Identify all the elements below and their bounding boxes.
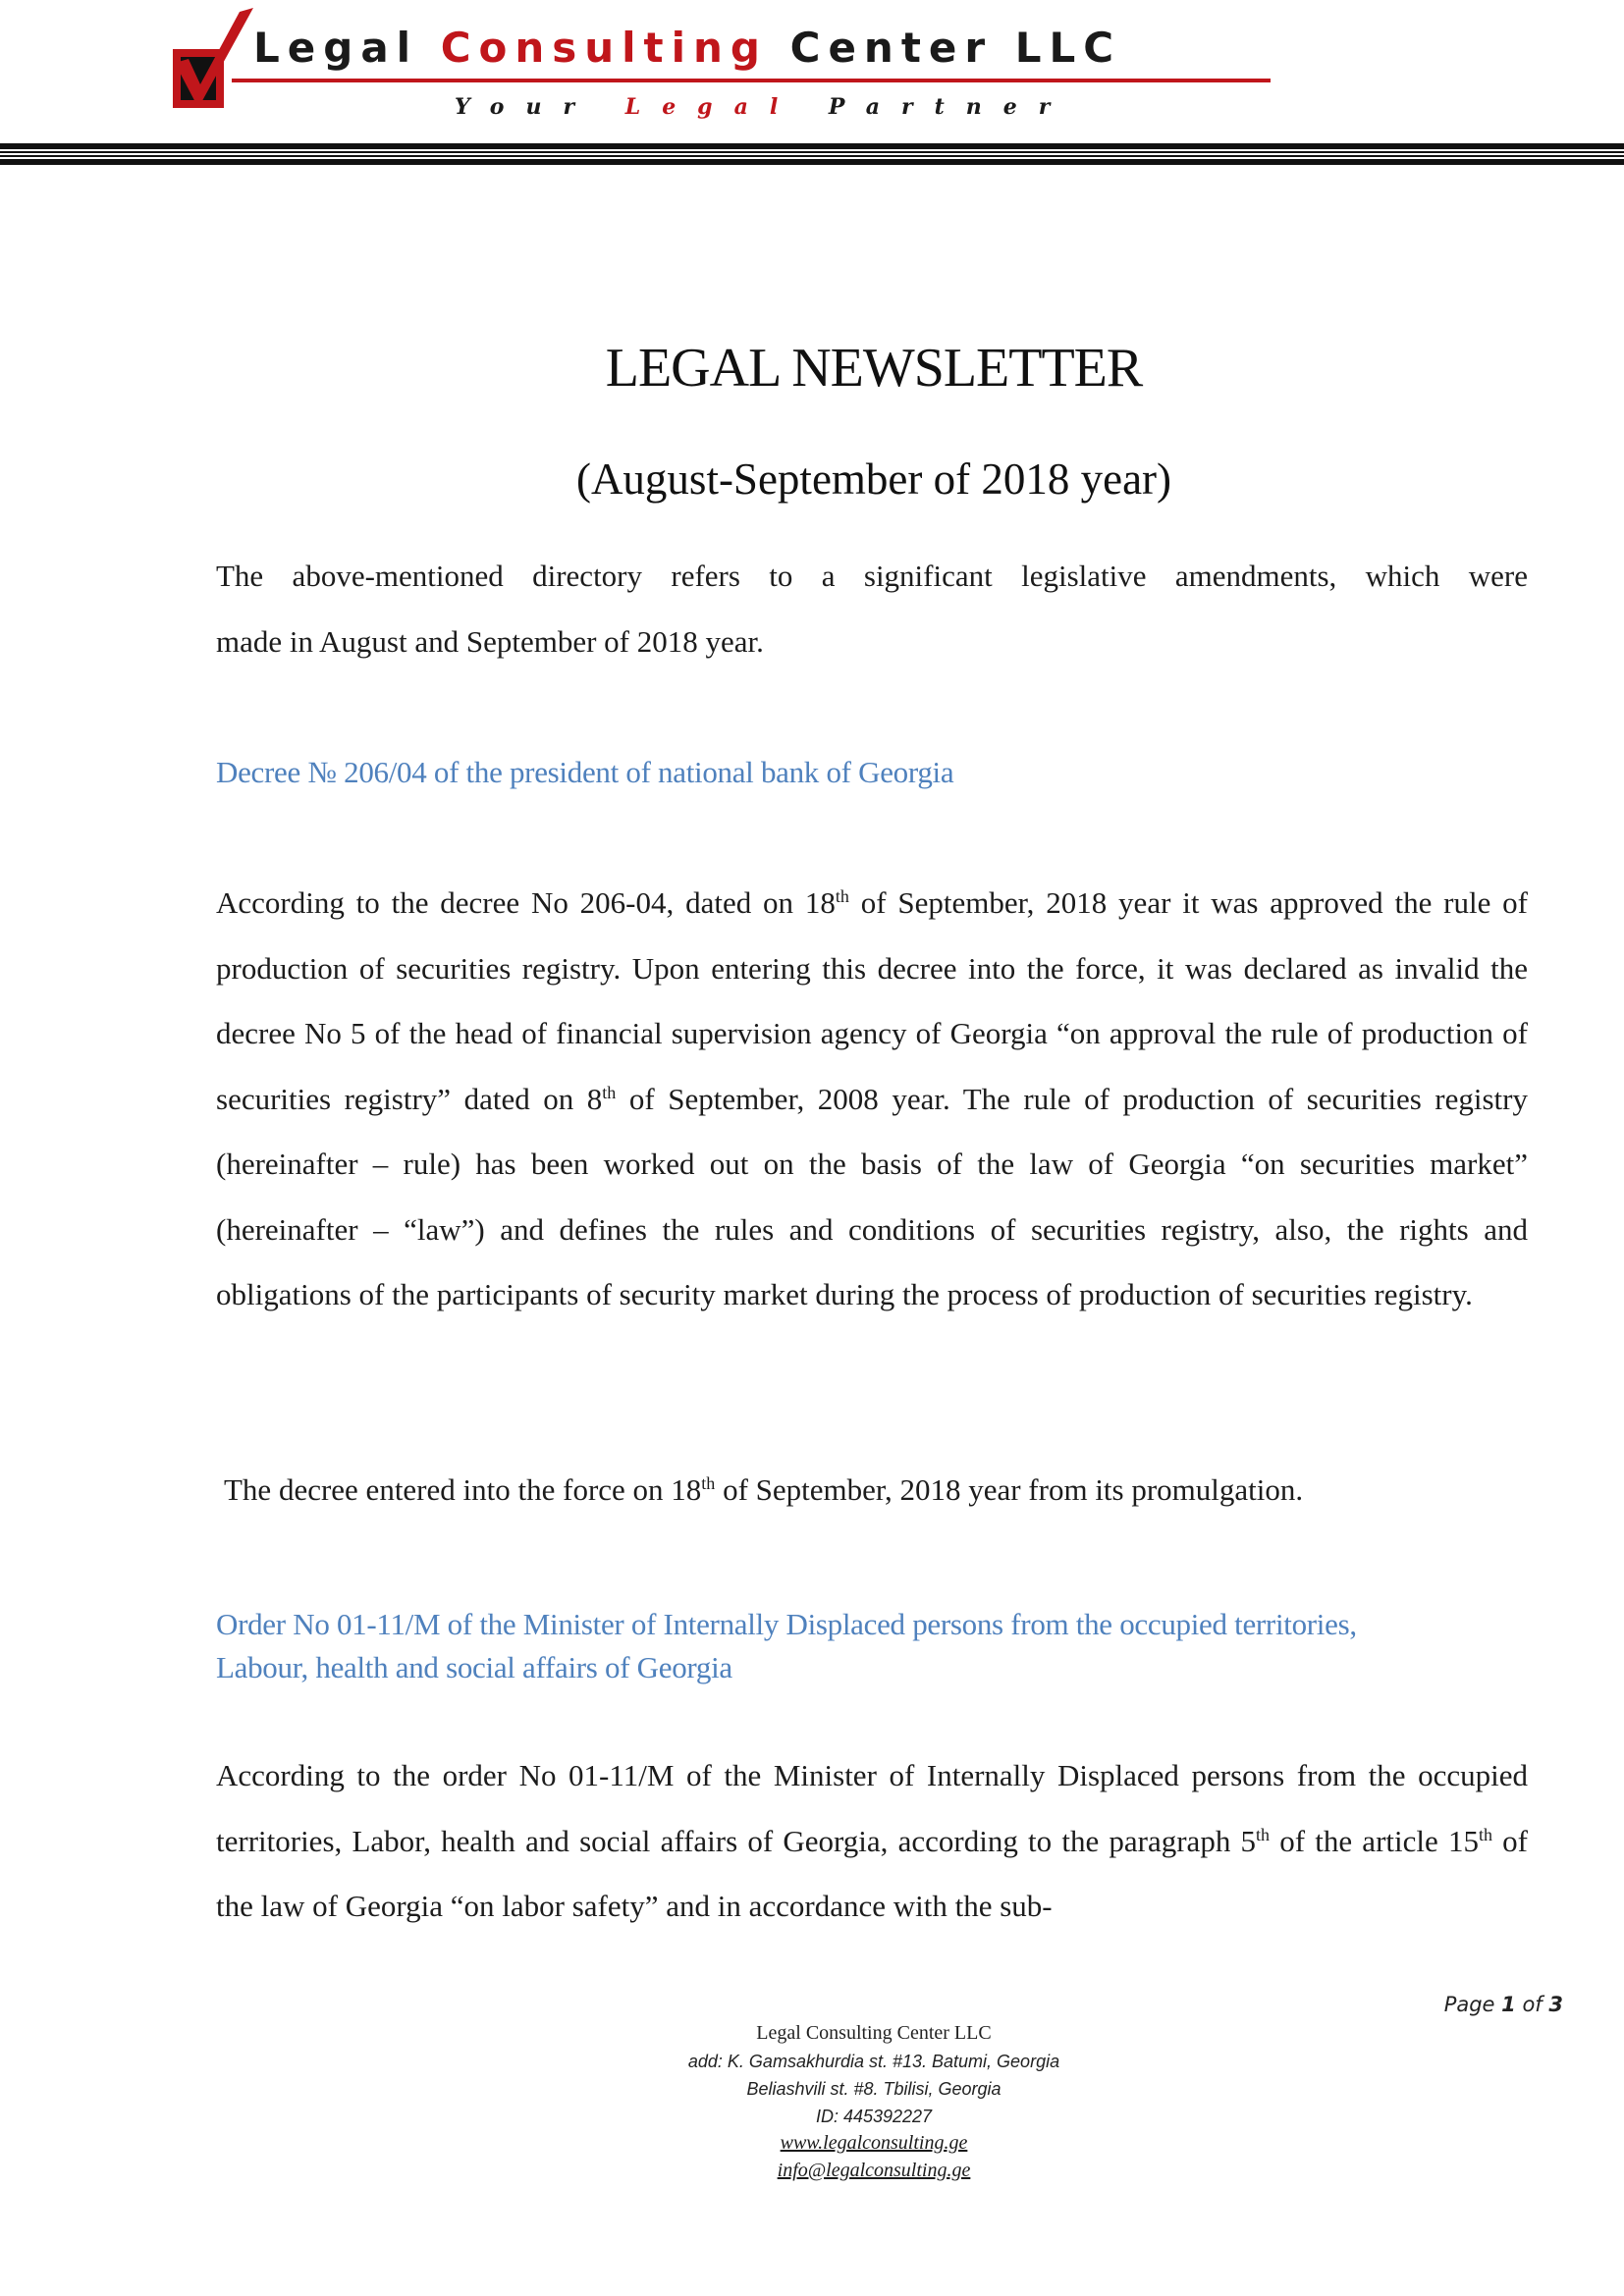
- document-subtitle: (August-September of 2018 year): [575, 454, 1172, 504]
- company-name: Legal Consulting Center LLC: [253, 24, 1122, 72]
- intro-line-1: The above-mentioned directory refers to a significant legislative amendments, which were: [216, 559, 1528, 593]
- section-heading-order-line-1: Order No 01-11/M of the Minister of Internally Displaced persons from the occupied territories,: [216, 1607, 1357, 1641]
- intro-paragraph: [216, 544, 1528, 674]
- page-number: Page 1 of 3: [1443, 1993, 1563, 2016]
- footer-email-link[interactable]: info@legalconsulting.ge: [777, 2160, 971, 2181]
- section-heading-decree: Decree № 206/04 of the president of national bank of Georgia: [216, 755, 954, 789]
- footer-company: Legal Consulting Center LLC: [756, 2022, 992, 2044]
- footer-address-tbilisi: Beliashvili st. #8. Tbilisi, Georgia: [746, 2079, 1001, 2099]
- section-1-effective-date: The decree entered into the force on 18th of September, 2018 year from its promulgation.: [224, 1472, 1304, 1507]
- section-1-paragraph: According to the decree No 206-04, dated on 18th of September, 2018 year it was approved the rule of production of securities registry. Upon entering this decree into the force, it was declared as invalid the decree No 5 of the head of financial supervision agency of Georgia “on approval the rule of production of securities registry” dated on 8th of September, 2008 year. The rule of production of securities registry (hereinafter – rule) has been worked out on the basis of the law of Georgia “on securities market” (hereinafter – “law”) and defines the rules and conditions of securities registry, also, the rights and obligations of the participants of security market during the process of production of securities registry.: [216, 885, 1528, 1311]
- footer-id: ID: 445392227: [815, 2107, 933, 2126]
- section-heading-order-line-2: Labour, health and social affairs of Georgia: [216, 1650, 732, 1684]
- intro-line-2: made in August and September of 2018 year.: [216, 623, 764, 659]
- header-divider: [0, 143, 1624, 167]
- section-heading-order: [216, 1603, 1542, 1689]
- document-title: LEGAL NEWSLETTER: [605, 338, 1143, 399]
- footer-address-batumi: add: K. Gamsakhurdia st. #13. Batumi, Georgia: [687, 2052, 1060, 2071]
- check-mark-box-icon: [169, 6, 257, 116]
- tagline: Your Legal Partner: [455, 94, 1072, 120]
- letterhead: [0, 0, 1624, 172]
- section-2-paragraph: According to the order No 01-11/M of the Minister of Internally Displaced persons from the occupied territories, Labor, health and social affairs of Georgia, according to the paragraph 5th of the article 15th of the law of Georgia “on labor safety” and in accordance with the sub-: [216, 1758, 1528, 1923]
- name-underline: [232, 79, 1271, 82]
- footer-website-link[interactable]: www.legalconsulting.ge: [780, 2132, 968, 2154]
